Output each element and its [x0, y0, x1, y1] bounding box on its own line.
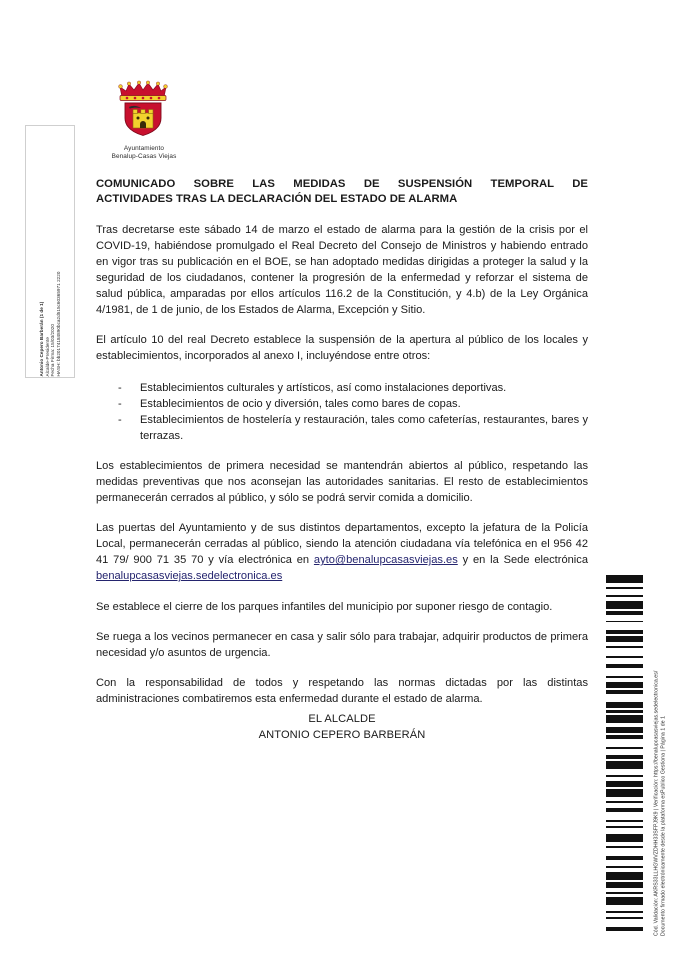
list-item-label: Establecimientos de hostelería y restauración, tales como cafeterías, restaurantes, bares y terrazas.: [140, 413, 588, 442]
barcode-bar: [606, 789, 643, 797]
verification-line-platform: Documento firmado electrónicamente desde la plataforma esPublico Gestiona | Página 1 de 1: [659, 715, 666, 936]
signature-block: [96, 711, 588, 743]
signature-stamp-box: [25, 125, 75, 378]
contact-text-part-1: Las puertas del Ayuntamiento y de sus distintos departamentos, excepto la jefatura de la Policía Local, permanecerán cerradas al público, siendo la atención ciudadana vía telefónica en el 956 42 41 79/ 900 71 35 70 y vía electrónica en: [96, 522, 588, 567]
list-marker: -: [118, 413, 122, 426]
stamp-line-date: Fecha Firma: 15/03/2020: [50, 323, 55, 376]
list-item-label: Establecimientos de ocio y diversión, tales como bares de copas.: [140, 397, 461, 410]
verification-strip: [606, 575, 676, 937]
barcode-bar: [606, 715, 643, 723]
barcode-bar: [606, 812, 643, 820]
barcode-bar: [606, 872, 643, 880]
barcode-bar: [606, 575, 643, 583]
barcode-bar: [606, 694, 643, 702]
barcode-bar: [606, 761, 643, 769]
paragraph-article-10: El artículo 10 del real Decreto establece la suspensión de la apertura al público de los locales y establecimientos, incorporados al anexo I, incluyéndose entre otros:: [96, 334, 588, 363]
letterhead: [96, 80, 588, 161]
barcode-bar: [606, 622, 643, 630]
page-title-line-2: ACTIVIDADES TRAS LA DECLARACIÓN DEL ESTADO DE ALARMA: [96, 193, 458, 206]
paragraph-town-hall-contact: [96, 520, 588, 584]
paragraph-essential-shops: Los establecimientos de primera necesidad se mantendrán abiertos al público, respetando las medidas preventivas que nos aconsejan las autoridades sanitarias. El resto de establecimientos permanecerán cerrados al público, y sólo se podrá servir comida a domicilio.: [96, 459, 588, 505]
barcode-image: [606, 575, 643, 937]
signatory-role: EL ALCALDE: [308, 713, 376, 726]
barcode-bar: [606, 848, 643, 856]
barcode-bar: [606, 668, 643, 676]
barcode-bar: [606, 739, 643, 747]
list-item: [118, 380, 588, 396]
signature-stamp-rotated-text: [39, 127, 61, 376]
list-item: [118, 412, 588, 444]
barcode-bar: [606, 897, 643, 905]
list-item: [118, 396, 588, 412]
barcode-bar: [606, 919, 643, 927]
list-marker: -: [118, 397, 122, 410]
paragraph-playgrounds-closed: Se establece el cierre de los parques infantiles del municipio por suponer riesgo de contagio.: [96, 600, 553, 613]
paragraph-decree-context: Tras decretarse este sábado 14 de marzo el estado de alarma para la gestión de la crisis por el COVID-19, habiéndose promulgado el Real Decreto del Consejo de Ministros y habiendo entrado en vigor tras su publicación en el BOE, se han adoptado medidas dirigidas a proteger la salud y la seguridad de los ciudadanos, contener la progresión de la enfermedad y reforzar el sistema de salud pública, amparadas por ellos artículos 116.2 de la Constitución, y 4.b) de la Ley Orgánica 4/1981, de 1 de junio, de los Estados de Alarma, Excepción y Sitio.: [96, 223, 588, 317]
paragraph-stay-home: Se ruega a los vecinos permanecer en casa y salir sólo para trabajar, adquirir productos de primera necesidad y/o asuntos de urgencia.: [96, 630, 588, 659]
email-link[interactable]: ayto@benalupcasasviejas.es: [313, 554, 458, 567]
sede-electronica-link[interactable]: benalupcasasviejas.sedelectronica.es: [96, 570, 283, 583]
list-marker: -: [118, 381, 122, 394]
document-page: [96, 80, 588, 743]
list-item-label: Establecimientos culturales y artísticos, así como instalaciones deportivas.: [140, 381, 507, 394]
stamp-line-hash: HASH: bb20174184890bca2d515c60365971 2220: [55, 271, 61, 376]
letterhead-caption: [96, 145, 192, 161]
page-title-line-1: COMUNICADO SOBRE LAS MEDIDAS DE SUSPENSIÓN TEMPORAL DE: [96, 177, 588, 190]
contact-text-part-2: y en la Sede electrónica: [457, 554, 588, 567]
stamp-line-signer: Antonio Cepero Barberán (1 de 1): [38, 301, 44, 376]
paragraph-closing-responsibility: Con la responsabilidad de todos y respetando las normas dictadas por las distintas administraciones combatiremos esta enfermedad durante el estado de alarma.: [96, 676, 588, 705]
verification-line-code: Cód. Validación: AKRS33LLHGWVZDHH33SFPJ9K9 | Verificación: https://benalupcasasviejas.sedelectronica.es/: [652, 670, 659, 936]
page-title: [96, 177, 588, 208]
barcode-bar: [606, 648, 643, 656]
barcode-bar: [606, 931, 643, 937]
signatory-name: ANTONIO CEPERO BARBERÁN: [258, 729, 426, 742]
stamp-line-role: Alcalde-Presidente: [44, 336, 50, 376]
suspension-list: [96, 380, 588, 444]
coat-of-arms-icon: [114, 80, 172, 144]
verification-text-block: [643, 575, 676, 937]
municipality-name: Benalup-Casas Viejas: [111, 152, 177, 160]
municipality-label: Ayuntamiento: [123, 145, 165, 152]
barcode-bar: [606, 834, 643, 842]
barcode-bar: [606, 601, 643, 609]
